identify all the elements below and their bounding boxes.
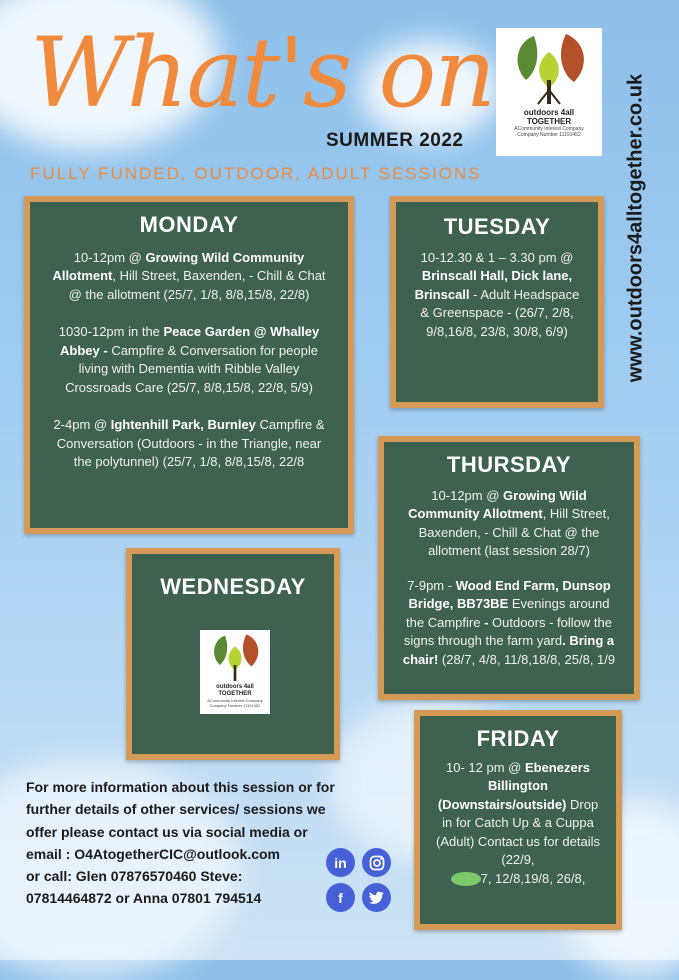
facebook-icon[interactable]: f	[326, 883, 355, 912]
contact-line: For more information about this session or for	[26, 779, 335, 795]
friday-heading: FRIDAY	[476, 726, 560, 751]
monday-board	[24, 196, 354, 534]
monday-heading: MONDAY	[139, 212, 239, 237]
friday-board	[414, 710, 622, 930]
twitter-icon[interactable]	[362, 883, 391, 912]
logo-name: outdoors 4all	[216, 684, 254, 690]
contact-email[interactable]: email : O4AtogetherCIC@outlook.com	[26, 845, 281, 862]
website-url[interactable]: www.outdoors4alltogether.co.uk	[624, 73, 647, 383]
monday-session-2: 1030-12pm in the Peace Garden @ Whalley Abbey - Campfire & Conversation for people living with Dementia with Ribble Valley Crossroads Care (25/7, 8/8,15/8, 22/8, 5/9)	[58, 324, 320, 395]
contact-info	[26, 776, 366, 910]
contact-line: offer please contact us via social media or	[26, 823, 308, 840]
thursday-session-1: 10-12pm @ Growing Wild Community Allotment, Hill Street, Baxenden, - Chill & Chat @ the allotment (last session 28/7)	[408, 487, 610, 558]
logo-name-2: TOGETHER	[218, 691, 252, 697]
tree-logo-icon	[504, 28, 594, 108]
thursday-board	[378, 436, 640, 700]
logo-sub: ACommunity Interest Company	[207, 698, 263, 703]
wednesday-board	[126, 548, 340, 760]
logo-name-2: TOGETHER	[526, 117, 572, 126]
thursday-session-2: 7-9pm - Wood End Farm, Dunsop Bridge, BB73BE Evenings around the Campfire - Outdoors - follow the signs through the farm yard. Bring a chair! (28/7, 4/8, 11/8,18/8, 25/8, 1/9	[402, 577, 616, 667]
subtitle: FULLY FUNDED, OUTDOOR, ADULT SESSIONS	[30, 164, 482, 183]
logo-name: outdoors 4all	[523, 108, 575, 117]
tuesday-heading: TUESDAY	[443, 214, 551, 239]
contact-phone[interactable]: 07814464872 or Anna 07801 794514	[26, 890, 262, 907]
thursday-heading: THURSDAY	[446, 452, 572, 477]
tuesday-board	[390, 196, 604, 408]
logo-company-number: Company Number 11191452	[517, 132, 581, 138]
tuesday-session: 10-12.30 & 1 – 3.30 pm @ Brinscall Hall, Dick lane, Brinscall - Adult Headspace & Greenspace - (26/7, 2/8, 9/8,16/8, 23/8, 30/8, 6/9)	[414, 249, 580, 339]
contact-phone[interactable]: or call: Glen 07876570460 Steve:	[26, 868, 243, 885]
redaction-smudge	[451, 872, 481, 886]
instagram-icon[interactable]	[362, 848, 391, 877]
wednesday-heading: WEDNESDAY	[160, 574, 306, 599]
monday-session-3: 2-4pm @ Ightenhill Park, Burnley Campfire & Conversation (Outdoors - in the Triangle, near the polytunnel) (25/7, 1/8, 8/8,15/8, 22/8	[53, 417, 325, 469]
contact-line: further details of other services/ sessions we	[26, 801, 326, 818]
org-logo	[496, 28, 602, 156]
wednesday-logo	[200, 630, 270, 714]
tree-logo-icon	[205, 630, 265, 684]
logo-sub: ACommunity Interest Company	[514, 126, 584, 132]
page-title: What's on	[30, 17, 495, 129]
monday-session-1: 10-12pm @ Growing Wild Community Allotment, Hill Street, Baxenden, - Chill & Chat @ the allotment (25/7, 1/8, 8/8,15/8, 22/8)	[52, 249, 326, 302]
logo-company-number: Company Number 11191452	[209, 703, 261, 708]
friday-session: 10- 12 pm @ Ebenezers Billington (Downstairs/outside) Drop in for Catch Up & a Cuppa (Adult) Contact us for details (22/9, 7, 12/8,19/8, 26/8,	[435, 759, 601, 886]
linkedin-icon[interactable]: in	[326, 848, 355, 877]
season-label: SUMMER 2022	[326, 130, 464, 151]
